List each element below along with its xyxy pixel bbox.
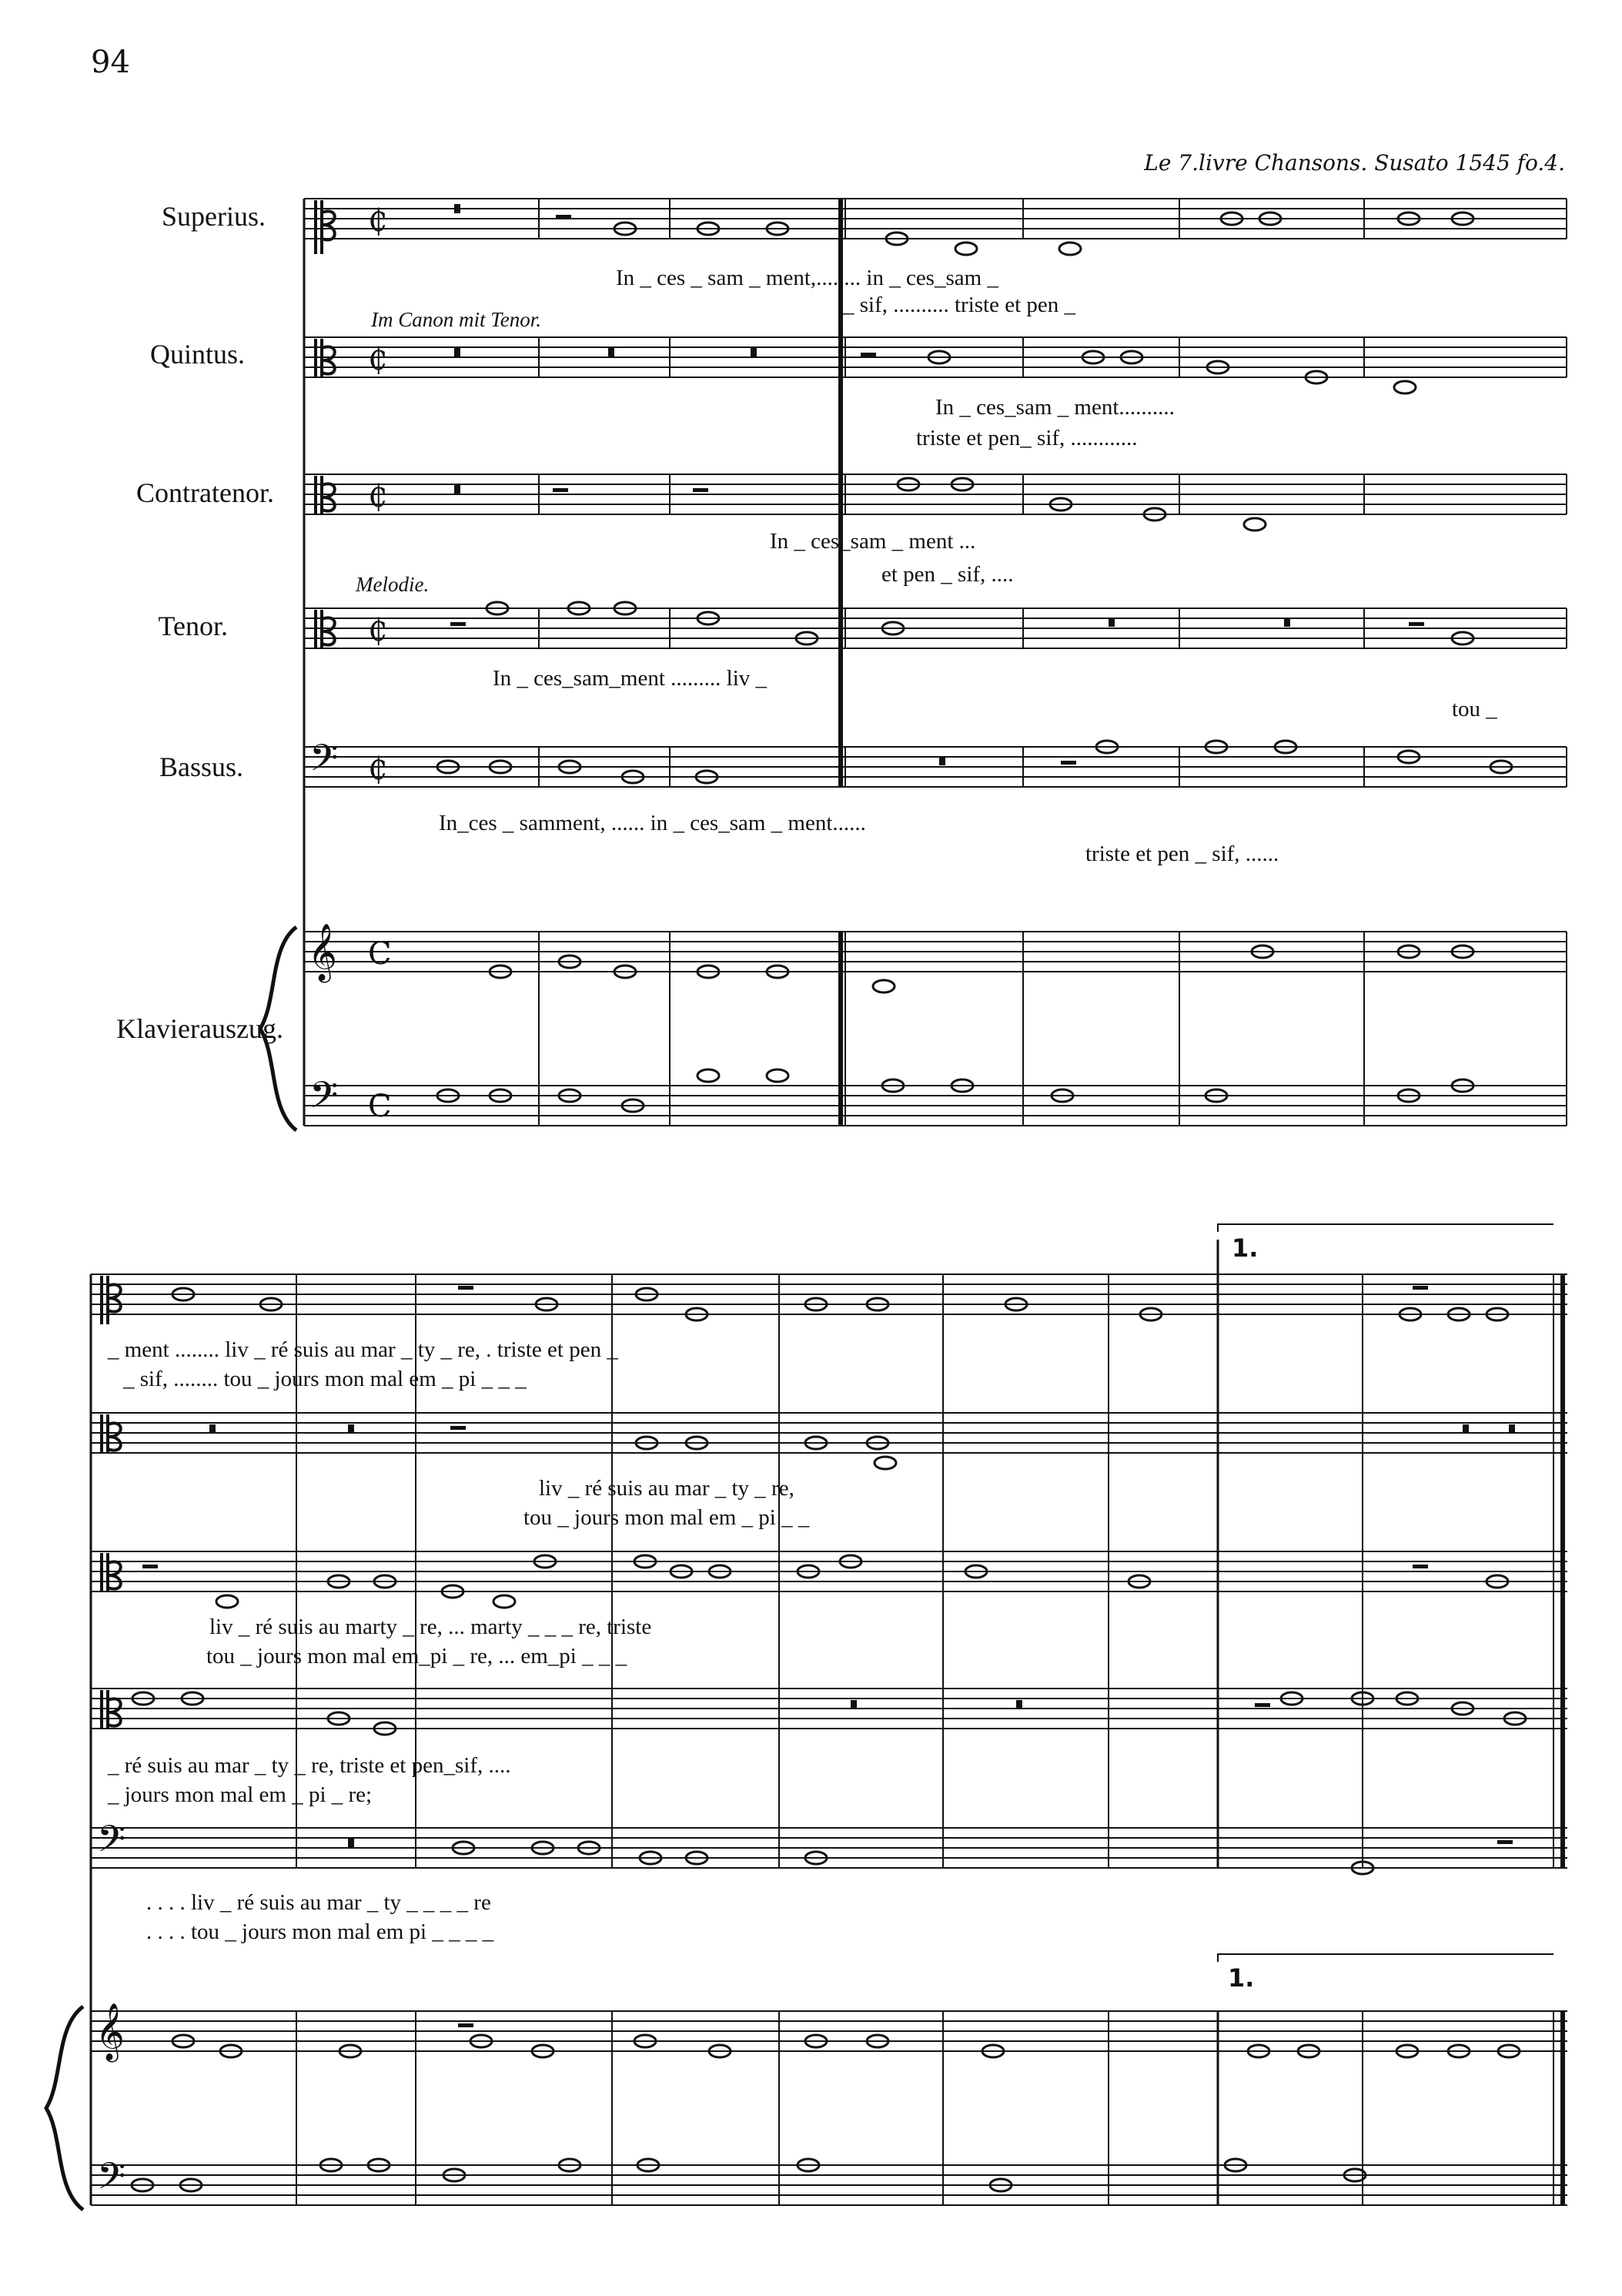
page-number: 94 — [91, 45, 130, 80]
s2-lyrics-superius-2: _ sif, ........ tou _ jours mon mal em _ pi _ _ _ — [123, 1367, 527, 1391]
voice-label-contratenor: Contratenor. — [136, 477, 274, 508]
lyrics-superius-2: _ sif, .......... triste et pen _ — [843, 293, 1076, 317]
canon-note: Im Canon mit Tenor. — [371, 308, 542, 331]
s2-lyrics-tenor-1: _ ré suis au mar _ ty _ re, triste et pen_sif, .... — [108, 1753, 511, 1778]
s2-lyrics-tenor-2: _ jours mon mal em _ pi _ re; — [108, 1782, 373, 1807]
melody-note: Melodie. — [356, 573, 430, 596]
lyrics-contratenor-1: In _ ces_sam _ ment ... — [770, 529, 976, 554]
s2-lyrics-bassus-1: . . . . liv _ ré suis au mar _ ty _ _ _ _ re — [146, 1890, 491, 1915]
lyrics-tenor-2: tou _ — [1452, 697, 1497, 721]
voice-label-bassus: Bassus. — [159, 751, 243, 782]
lyrics-superius-1: In _ ces _ sam _ ment,........ in _ ces_sam _ — [616, 266, 998, 290]
s2-lyrics-contratenor-1: liv _ ré suis au marty _ re, ... marty _ _ _ re, triste — [209, 1615, 652, 1639]
system-2 — [46, 1224, 1567, 2210]
svg-text:C: C — [368, 1089, 392, 1124]
svg-text:𝄢: 𝄢 — [97, 2154, 126, 2207]
svg-text:₵: ₵ — [368, 613, 388, 648]
s2-lyrics-quintus-1: liv _ ré suis au mar _ ty _ re, — [539, 1476, 794, 1501]
voice-label-quintus: Quintus. — [149, 339, 245, 370]
s2-lyrics-quintus-2: tou _ jours mon mal em _ pi _ _ — [523, 1505, 810, 1530]
s2-lyrics-bassus-2: . . . . tou _ jours mon mal em pi _ _ _ _ — [146, 1919, 494, 1944]
svg-text:₵: ₵ — [368, 751, 388, 787]
svg-text:𝄞: 𝄞 — [95, 2003, 125, 2060]
svg-text:₵: ₵ — [368, 203, 388, 239]
voice-label-tenor: Tenor. — [158, 611, 228, 641]
s2-lyrics-contratenor-2: tou _ jours mon mal em_pi _ re, ... em_pi _ _ _ — [206, 1644, 627, 1668]
lyrics-bassus-1: In_ces _ samment, ...... in _ ces_sam _ ment...... — [439, 811, 866, 835]
system-1 — [116, 199, 1567, 1130]
svg-text:𝄢: 𝄢 — [309, 736, 339, 788]
piano-label: Klavierauszug. — [116, 1013, 283, 1044]
volta-1-bottom: 1. — [1228, 1963, 1255, 1993]
svg-text:C: C — [368, 936, 392, 972]
lyrics-contratenor-2: et pen _ sif, .... — [881, 562, 1014, 587]
svg-text:𝄢: 𝄢 — [309, 1073, 339, 1126]
svg-text:₵: ₵ — [368, 342, 388, 377]
lyrics-bassus-2: triste et pen _ sif, ...... — [1085, 842, 1279, 866]
svg-text:₵: ₵ — [368, 479, 388, 514]
lyrics-quintus-1: In _ ces_sam _ ment.......... — [935, 395, 1175, 420]
svg-text:𝄞: 𝄞 — [308, 924, 337, 981]
svg-text:𝄢: 𝄢 — [97, 1817, 126, 1869]
volta-1-top: 1. — [1232, 1233, 1259, 1263]
s2-lyrics-superius-1: _ ment ........ liv _ ré suis au mar _ ty _ re, . triste et pen _ — [108, 1337, 618, 1362]
voice-label-superius: Superius. — [162, 201, 266, 232]
lyrics-tenor-1: In _ ces_sam_ment ......... liv _ — [493, 666, 768, 691]
lyrics-quintus-2: triste et pen_ sif, ............ — [916, 426, 1138, 450]
source-citation: Le 7.livre Chansons. Susato 1545 fo.4. — [1144, 150, 1565, 176]
